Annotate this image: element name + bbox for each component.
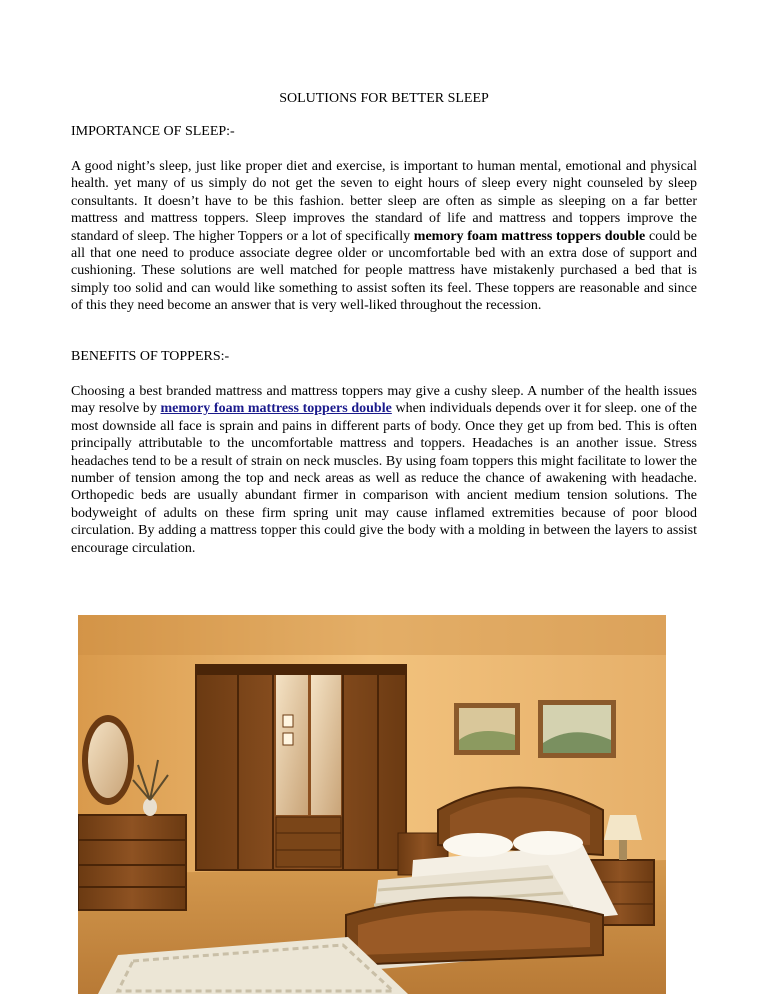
section-heading-benefits: BENEFITS OF TOPPERS:-	[71, 349, 230, 364]
paragraph-text: could be all that one need to produce associate degree older or uncomfortable bed with an extra dose of support and cushioning. These solutions are well matched for people mattress have mistakenly purchased a bed that is simply too solid and can would like something to assist soften its feel. These toppers are reasonable and since of this they need become an answer that is very well-liked throughout the recession.	[71, 228, 697, 314]
bold-keyword: memory foam mattress toppers double	[413, 228, 646, 244]
bedroom-photo	[78, 615, 666, 994]
keyword-link[interactable]: memory foam mattress toppers double	[160, 401, 392, 417]
document-title: SOLUTIONS FOR BETTER SLEEP	[279, 91, 489, 106]
paragraph-importance	[71, 158, 697, 315]
paragraph-text: Choosing a best branded mattress and mattress toppers may give a cushy sleep. A number of the health issues may resolve by	[71, 384, 697, 417]
paragraph-benefits	[71, 383, 697, 557]
section-heading-importance: IMPORTANCE OF SLEEP:-	[71, 124, 235, 139]
paragraph-text: A good night’s sleep, just like proper diet and exercise, is important to human mental, emotional and physical health. yet many of us simply do not get the seven to eight hours of sleep every night counseled by sleep consultants. It doesn’t have to be this fashion. better sleep are often as simple as sleeping on a far better mattress and mattress toppers. Sleep improves the standard of life and mattress and toppers improve the standard of sleep. The higher Toppers or a lot of specifically	[71, 159, 697, 244]
paragraph-text: when individuals depends over it for sleep. one of the most downside all face is sprain and pains in different parts of body. Once they get up from bed. This is often principally attributable to the uncomfortable mattress and toppers. Headaches is an another issue. Stress headaches tend to be a result of strain on neck muscles. By using foam toppers this might facilitate to lower the number of tension among the top and neck areas as well as reduce the chance of awakening with headache. Orthopedic beds are usually abundant firmer in comparison with ancient medium tension solutions. The bodyweight of adults on these firm spring unit may cause inflamed extremities because of poor blood circulation. By adding a mattress topper this could give the body with a molding in between the layers to assist encourage circulation.	[71, 401, 697, 556]
